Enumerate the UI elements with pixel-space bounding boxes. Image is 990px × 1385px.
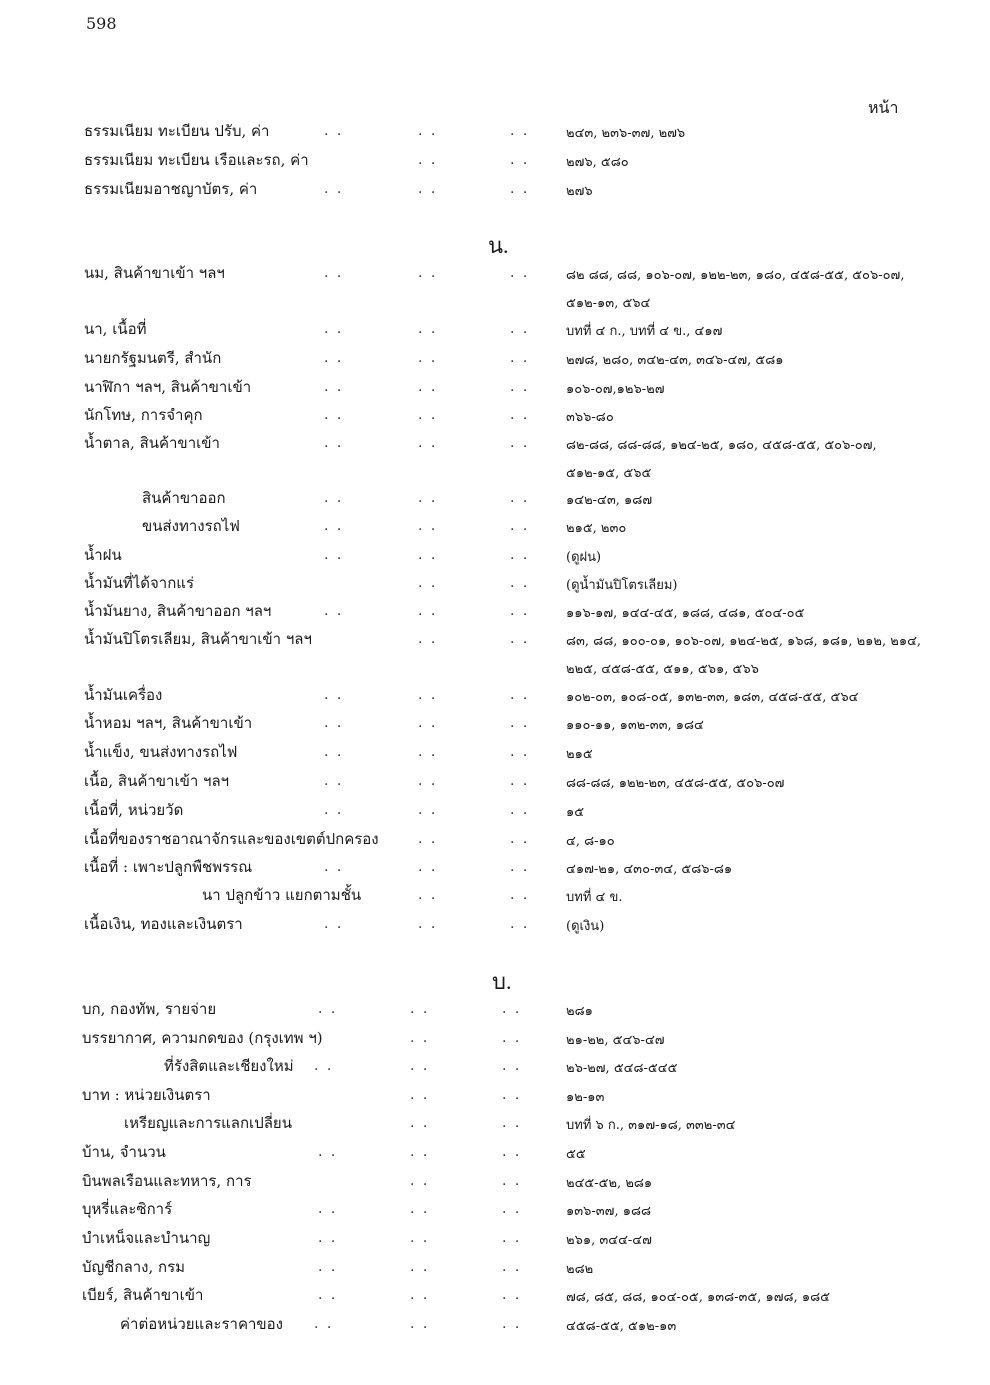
index-entry — [0, 1027, 990, 1055]
leader-dots: . . — [510, 831, 530, 847]
leader-dots: . . — [410, 1001, 430, 1017]
leader-dots: . . — [510, 435, 530, 451]
leader-dots: . . — [510, 321, 530, 337]
index-entry — [0, 799, 990, 827]
leader-dots: . . — [324, 490, 344, 506]
leader-dots: . . — [510, 773, 530, 789]
leader-dots: . . — [324, 802, 344, 818]
index-pages: ๑๑๐-๑๑, ๑๓๒-๓๓, ๑๘๔ — [566, 718, 704, 733]
index-pages: ๒๖๑, ๓๔๔-๔๗ — [566, 1233, 652, 1248]
leader-dots: . . — [502, 1230, 522, 1246]
index-pages: ๔, ๘-๑๐ — [566, 834, 615, 849]
index-term: น้ำมันเครื่อง — [84, 686, 163, 704]
leader-dots: . . — [410, 1087, 430, 1103]
index-term: น้ำตาล, สินค้าขาเข้า — [84, 434, 220, 452]
leader-dots: . . — [418, 181, 438, 197]
leader-dots: . . — [418, 321, 438, 337]
leader-dots: . . — [318, 1201, 338, 1217]
index-entry — [0, 318, 990, 346]
leader-dots: . . — [418, 887, 438, 903]
leader-dots: . . — [410, 1058, 430, 1074]
index-term: ธรรมเนียม ทะเบียน เรือและรถ, ค่า — [84, 151, 309, 169]
index-term: นา ปลูกข้าว แยกตามชั้น — [202, 886, 362, 904]
leader-dots: . . — [510, 687, 530, 703]
leader-dots: . . — [324, 715, 344, 731]
index-pages: ๒๑-๒๒, ๕๔๖-๔๗ — [566, 1033, 665, 1048]
leader-dots: . . — [318, 1230, 338, 1246]
index-entry — [0, 347, 990, 375]
index-term: ธรรมเนียมอาชญาบัตร, ค่า — [84, 180, 258, 198]
leader-dots: . . — [418, 152, 438, 168]
index-term: น้ำหอม ฯลฯ, สินค้าขาเข้า — [84, 714, 253, 732]
index-pages: ๑๐๒-๐๓, ๑๐๘-๐๕, ๑๓๒-๓๓, ๑๘๓, ๔๕๘-๕๕, ๕๖๔ — [566, 690, 859, 705]
index-entry — [0, 884, 990, 912]
leader-dots: . . — [318, 1259, 338, 1275]
index-entry — [0, 741, 990, 769]
index-term: นา, เนื้อที่ — [84, 320, 147, 338]
index-term: นม, สินค้าขาเข้า ฯลฯ — [84, 264, 225, 282]
leader-dots: . . — [510, 181, 530, 197]
index-term: บัญชีกลาง, กรม — [82, 1258, 186, 1276]
index-entry — [0, 712, 990, 740]
leader-dots: . . — [314, 1316, 334, 1332]
leader-dots: . . — [510, 265, 530, 281]
index-entry — [0, 770, 990, 798]
index-term: น้ำมันยาง, สินค้าขาออก ฯลฯ — [84, 602, 272, 620]
leader-dots: . . — [510, 152, 530, 168]
leader-dots: . . — [418, 407, 438, 423]
leader-dots: . . — [418, 265, 438, 281]
index-term: ที่รังสิตและเชียงใหม่ — [164, 1057, 294, 1075]
index-pages: ๔๑๗-๒๑, ๔๓๐-๓๔, ๕๘๖-๘๑ — [566, 862, 733, 877]
section-heading: บ. — [492, 969, 512, 994]
index-term: ธรรมเนียม ทะเบียน ปรับ, ค่า — [84, 122, 270, 140]
leader-dots: . . — [510, 407, 530, 423]
leader-dots: . . — [510, 744, 530, 760]
leader-dots: . . — [510, 518, 530, 534]
leader-dots: . . — [510, 547, 530, 563]
leader-dots: . . — [418, 859, 438, 875]
index-term: เนื้อที่ : เพาะปลูกพืชพรรณ — [84, 858, 253, 876]
index-entry — [0, 628, 990, 677]
index-entry — [0, 1170, 990, 1198]
index-entry — [0, 1313, 990, 1341]
leader-dots: . . — [502, 1115, 522, 1131]
leader-dots: . . — [324, 379, 344, 395]
leader-dots: . . — [324, 123, 344, 139]
leader-dots: . . — [502, 1287, 522, 1303]
leader-dots: . . — [410, 1144, 430, 1160]
leader-dots: . . — [410, 1230, 430, 1246]
leader-dots: . . — [318, 1144, 338, 1160]
index-term: นายกรัฐมนตรี, สำนัก — [84, 349, 222, 367]
page-number: 598 — [86, 14, 117, 33]
leader-dots: . . — [502, 1058, 522, 1074]
index-pages: ๓๖๖-๘๐ — [566, 410, 614, 425]
leader-dots: . . — [324, 350, 344, 366]
index-entry — [0, 998, 990, 1026]
index-entry — [0, 1112, 990, 1140]
index-pages: ๘๓, ๘๘, ๑๐๐-๐๑, ๑๐๖-๐๗, ๑๒๔-๒๕, ๑๖๘, ๑๘๑, ๒๑๒, ๒๑๔, ๒๒๕, ๔๕๘-๕๕, ๕๑๑, ๕๖๑, ๕๖๖ — [566, 634, 922, 677]
leader-dots: . . — [510, 715, 530, 731]
leader-dots: . . — [410, 1259, 430, 1275]
index-term: เหรียญและการแลกเปลี่ยน — [124, 1114, 292, 1132]
index-term: เบียร์, สินค้าขาเข้า — [82, 1286, 204, 1304]
index-entry — [0, 432, 990, 481]
index-pages: ๒๗๖ — [566, 184, 593, 199]
leader-dots: . . — [510, 916, 530, 932]
leader-dots: . . — [510, 802, 530, 818]
index-term: บาท : หน่วยเงินตรา — [82, 1086, 211, 1104]
index-entry — [0, 1084, 990, 1112]
leader-dots: . . — [510, 350, 530, 366]
leader-dots: . . — [318, 1287, 338, 1303]
index-pages: ๒๑๕ — [566, 747, 593, 762]
index-entry — [0, 1256, 990, 1284]
index-pages: บทที่ ๖ ก., ๓๑๗-๑๘, ๓๓๒-๓๔ — [566, 1118, 736, 1133]
index-entry — [0, 487, 990, 515]
index-pages: ๑๒-๑๓ — [566, 1090, 605, 1105]
leader-dots: . . — [324, 181, 344, 197]
index-term: บุหรี่และซิการ์ — [82, 1200, 173, 1218]
leader-dots: . . — [418, 547, 438, 563]
leader-dots: . . — [410, 1316, 430, 1332]
index-entry — [0, 600, 990, 628]
index-pages: ๕๕ — [566, 1147, 586, 1162]
column-header-page: หน้า — [868, 98, 899, 117]
leader-dots: . . — [502, 1030, 522, 1046]
index-entry — [0, 544, 990, 572]
leader-dots: . . — [418, 123, 438, 139]
leader-dots: . . — [324, 744, 344, 760]
index-term: เนื้อ, สินค้าขาเข้า ฯลฯ — [84, 772, 230, 790]
index-pages: ๑๑๖-๑๗, ๑๔๔-๔๕, ๑๘๘, ๔๘๑, ๕๐๔-๐๕ — [566, 606, 805, 621]
leader-dots: . . — [324, 321, 344, 337]
index-entry — [0, 120, 990, 148]
leader-dots: . . — [418, 687, 438, 703]
leader-dots: . . — [418, 518, 438, 534]
leader-dots: . . — [502, 1259, 522, 1275]
leader-dots: . . — [410, 1287, 430, 1303]
leader-dots: . . — [418, 575, 438, 591]
index-pages: ๒๔๕-๕๒, ๒๘๑ — [566, 1176, 653, 1191]
index-entry — [0, 913, 990, 941]
index-entry — [0, 404, 990, 432]
index-pages: ๒๖-๒๗, ๕๔๘-๕๔๕ — [566, 1061, 678, 1076]
leader-dots: . . — [314, 1058, 334, 1074]
leader-dots: . . — [510, 631, 530, 647]
leader-dots: . . — [502, 1316, 522, 1332]
index-term: ขนส่งทางรถไฟ — [142, 517, 240, 535]
index-pages: ๑๕ — [566, 805, 585, 820]
index-term: สินค้าขาออก — [142, 489, 226, 507]
index-pages: บทที่ ๔ ก., บทที่ ๔ ข., ๔๑๗ — [566, 324, 723, 339]
leader-dots: . . — [324, 687, 344, 703]
leader-dots: . . — [418, 744, 438, 760]
leader-dots: . . — [324, 859, 344, 875]
index-pages: ๒๘๒ — [566, 1262, 594, 1277]
leader-dots: . . — [324, 603, 344, 619]
leader-dots: . . — [502, 1173, 522, 1189]
index-pages: ๒๗๖, ๕๘๐ — [566, 155, 629, 170]
index-term: น้ำฝน — [84, 546, 122, 564]
leader-dots: . . — [418, 631, 438, 647]
leader-dots: . . — [418, 603, 438, 619]
index-term: นักโทษ, การจำคุก — [84, 406, 203, 424]
index-pages: (ดูฝน) — [566, 550, 602, 565]
leader-dots: . . — [510, 379, 530, 395]
leader-dots: . . — [324, 518, 344, 534]
index-pages: ๒๑๕, ๒๓๐ — [566, 521, 627, 536]
leader-dots: . . — [418, 379, 438, 395]
leader-dots: . . — [410, 1030, 430, 1046]
index-pages: ๘๘-๘๘, ๑๒๒-๒๓, ๔๕๘-๕๕, ๕๐๖-๐๗ — [566, 776, 785, 791]
index-pages: ๗๘, ๘๕, ๘๘, ๑๐๔-๐๕, ๑๓๘-๓๕, ๑๗๘, ๑๘๕ — [566, 1290, 830, 1305]
index-entry — [0, 178, 990, 206]
index-term: เนื้อเงิน, ทองและเงินตรา — [84, 915, 243, 933]
index-term: บินพลเรือนและทหาร, การ — [82, 1172, 252, 1190]
index-term: บรรยากาศ, ความกดของ (กรุงเทพ ฯ) — [82, 1029, 323, 1047]
index-pages: ๘๒ ๘๘, ๘๘, ๑๐๖-๐๗, ๑๒๒-๒๓, ๑๘๐, ๔๕๘-๕๕, ๕๐๖-๐๗, ๕๑๒-๑๓, ๕๖๔ — [566, 268, 905, 311]
leader-dots: . . — [418, 350, 438, 366]
index-entry — [0, 149, 990, 177]
leader-dots: . . — [510, 887, 530, 903]
index-pages: (ดูน้ำมันปิโตรเลียม) — [566, 578, 678, 593]
index-pages: (ดูเงิน) — [566, 919, 605, 934]
leader-dots: . . — [418, 435, 438, 451]
index-pages: ๑๐๖-๐๗,๑๒๖-๒๗ — [566, 382, 665, 397]
leader-dots: . . — [510, 490, 530, 506]
leader-dots: . . — [418, 916, 438, 932]
leader-dots: . . — [410, 1173, 430, 1189]
leader-dots: . . — [324, 435, 344, 451]
leader-dots: . . — [510, 859, 530, 875]
index-term: น้ำแข็ง, ขนส่งทางรถไฟ — [84, 743, 238, 761]
leader-dots: . . — [324, 916, 344, 932]
index-pages: ๔๕๘-๕๕, ๕๑๒-๑๓ — [566, 1319, 677, 1334]
index-pages: ๑๓๖-๓๗, ๑๘๘ — [566, 1204, 652, 1219]
index-pages: ๒๔๓, ๒๓๖-๓๗, ๒๗๖ — [566, 126, 686, 141]
index-term: น้ำมันปิโตรเลียม, สินค้าขาเข้า ฯลฯ — [84, 630, 312, 648]
leader-dots: . . — [502, 1144, 522, 1160]
leader-dots: . . — [418, 773, 438, 789]
leader-dots: . . — [324, 407, 344, 423]
leader-dots: . . — [502, 1001, 522, 1017]
index-pages: ๑๔๒-๔๓, ๑๘๗ — [566, 493, 653, 508]
section-heading: น. — [488, 233, 509, 258]
index-entry — [0, 515, 990, 543]
index-pages: ๒๗๘, ๒๘๐, ๓๔๒-๔๓, ๓๔๖-๔๗, ๕๘๑ — [566, 353, 784, 368]
index-entry — [0, 1055, 990, 1083]
index-entry — [0, 828, 990, 856]
leader-dots: . . — [324, 265, 344, 281]
index-entry — [0, 1284, 990, 1312]
leader-dots: . . — [410, 1115, 430, 1131]
index-pages: ๘๒-๘๘, ๘๘-๘๘, ๑๒๔-๒๕, ๑๘๐, ๔๕๘-๕๕, ๕๐๖-๐๗, ๕๑๒-๑๕, ๕๖๕ — [566, 438, 877, 481]
index-term: นาฬิกา ฯลฯ, สินค้าขาเข้า — [84, 378, 252, 396]
index-entry — [0, 856, 990, 884]
index-term: ค่าต่อหน่วยและราคาของ — [120, 1315, 284, 1333]
index-term: เนื้อที่ของราชอาณาจักรและของเขตต์ปกครอง — [84, 830, 379, 848]
leader-dots: . . — [510, 575, 530, 591]
leader-dots: . . — [318, 1001, 338, 1017]
leader-dots: . . — [510, 603, 530, 619]
index-entry — [0, 1198, 990, 1226]
leader-dots: . . — [418, 831, 438, 847]
leader-dots: . . — [502, 1087, 522, 1103]
leader-dots: . . — [510, 123, 530, 139]
index-entry — [0, 1227, 990, 1255]
leader-dots: . . — [502, 1201, 522, 1217]
leader-dots: . . — [324, 547, 344, 563]
index-pages: บทที่ ๔ ข. — [566, 890, 623, 905]
leader-dots: . . — [418, 715, 438, 731]
leader-dots: . . — [410, 1201, 430, 1217]
index-pages: ๒๘๑ — [566, 1004, 593, 1019]
index-term: บ้าน, จำนวน — [82, 1143, 166, 1161]
leader-dots: . . — [418, 490, 438, 506]
index-entry — [0, 684, 990, 712]
index-entry — [0, 262, 990, 311]
leader-dots: . . — [324, 773, 344, 789]
index-term: บก, กองทัพ, รายจ่าย — [82, 1000, 217, 1018]
index-term: น้ำมันที่ได้จากแร่ — [84, 574, 195, 592]
index-entry — [0, 376, 990, 404]
index-term: เนื้อที่, หน่วยวัด — [84, 801, 184, 819]
leader-dots: . . — [418, 802, 438, 818]
index-term: บำเหน็จและบำนาญ — [82, 1229, 211, 1247]
index-entry — [0, 572, 990, 600]
index-entry — [0, 1141, 990, 1169]
